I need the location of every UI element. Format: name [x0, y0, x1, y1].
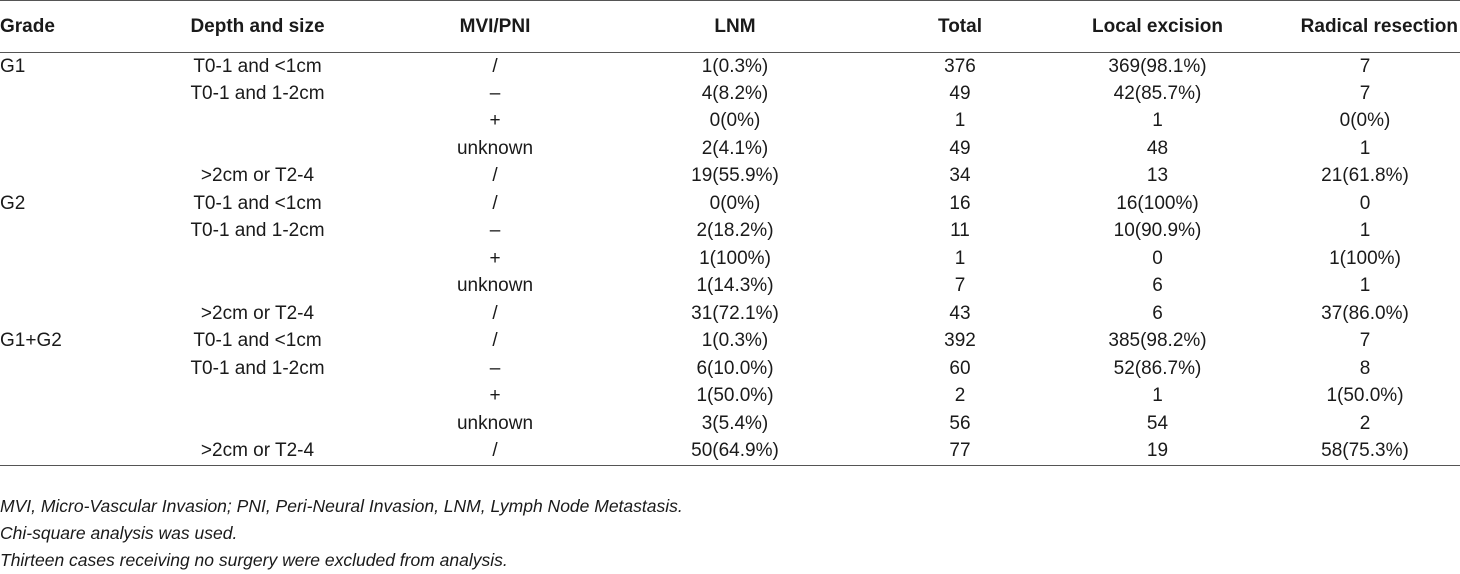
header-grade: Grade: [0, 1, 120, 53]
table-row: [0, 218, 1460, 246]
cell-local-excision: 0: [1152, 247, 1163, 269]
cell-lnm: 0(0%): [709, 192, 761, 214]
cell-radical-resection: 8: [1359, 357, 1371, 379]
cell-total: 2: [954, 385, 966, 407]
cell-total: 60: [949, 357, 971, 379]
cell-lnm: 1(0.3%): [701, 55, 769, 77]
cell-grade: [0, 300, 120, 328]
cell-mvi-pni: +: [489, 110, 501, 132]
table-row: [0, 328, 1460, 356]
table-row: [0, 300, 1460, 328]
cell-total: 392: [944, 330, 976, 352]
cell-grade: [0, 80, 120, 108]
cell-total: 16: [949, 192, 971, 214]
cell-depth-size: [120, 108, 395, 136]
cell-depth-size: [120, 273, 395, 301]
cell-lnm: 0(0%): [709, 110, 761, 132]
header-lnm: LNM: [595, 1, 875, 53]
table-row: [0, 383, 1460, 411]
cell-radical-resection: 1: [1359, 275, 1371, 297]
cell-grade: [0, 108, 120, 136]
header-depth-size: Depth and size: [120, 1, 395, 53]
cell-local-excision: 369(98.1%): [1108, 55, 1207, 77]
cell-total: 43: [949, 302, 971, 324]
cell-lnm: 1(14.3%): [696, 275, 774, 297]
cell-grade: [0, 438, 120, 466]
cell-local-excision: 385(98.2%): [1108, 330, 1207, 352]
cell-radical-resection: 1: [1359, 137, 1371, 159]
cell-grade: [0, 163, 120, 191]
footnote-exclusions: Thirteen cases receiving no surgery were excluded from analysis.: [0, 550, 508, 570]
cell-mvi-pni: –: [489, 357, 501, 379]
table-row: [0, 273, 1460, 301]
cell-mvi-pni: unknown: [456, 412, 534, 434]
cell-depth-size: >2cm or T2-4: [120, 438, 395, 466]
cell-mvi-pni: /: [492, 302, 498, 324]
cell-total: 49: [949, 82, 971, 104]
cell-radical-resection: 58(75.3%): [1270, 438, 1460, 466]
cell-mvi-pni: +: [489, 247, 501, 269]
cell-depth-size: T0-1 and <1cm: [193, 192, 322, 214]
table-row: [0, 410, 1460, 438]
cell-radical-resection: 0: [1359, 192, 1371, 214]
cell-grade: [0, 218, 120, 246]
cell-depth-size: [120, 245, 395, 273]
table-footnotes: [0, 493, 683, 574]
cell-depth-size: >2cm or T2-4: [200, 165, 315, 187]
cell-radical-resection: 7: [1359, 330, 1371, 352]
cell-mvi-pni: /: [492, 165, 498, 187]
cell-grade: G1+G2: [0, 330, 62, 352]
cell-total: 1: [954, 110, 966, 132]
cell-lnm: 2(18.2%): [696, 220, 774, 242]
cell-local-excision: 6: [1152, 275, 1163, 297]
cell-total: 7: [954, 275, 966, 297]
cell-grade: [0, 383, 120, 411]
cell-local-excision: 48: [1146, 137, 1169, 159]
header-row: [0, 1, 1460, 53]
cell-total: 1: [954, 247, 966, 269]
cell-local-excision: 10(90.9%): [1113, 220, 1202, 242]
table-row: [0, 53, 1460, 81]
header-total: Total: [875, 1, 1045, 53]
cell-mvi-pni: /: [395, 438, 595, 466]
cell-mvi-pni: /: [492, 192, 498, 214]
cell-mvi-pni: /: [492, 55, 498, 77]
cell-radical-resection: 1: [1359, 220, 1371, 242]
cell-radical-resection: 7: [1359, 55, 1371, 77]
table-header: [0, 1, 1460, 53]
cell-mvi-pni: unknown: [456, 275, 534, 297]
cell-lnm: 19(55.9%): [691, 165, 779, 187]
cell-lnm: 6(10.0%): [696, 357, 774, 379]
cell-local-excision: 19: [1045, 438, 1270, 466]
table-row: [0, 355, 1460, 383]
cell-grade: [0, 273, 120, 301]
cell-mvi-pni: –: [489, 82, 501, 104]
cell-lnm: 50(64.9%): [595, 438, 875, 466]
cell-grade: G1: [0, 55, 26, 77]
table-row: [0, 438, 1460, 466]
cell-lnm: 3(5.4%): [701, 412, 769, 434]
cell-mvi-pni: unknown: [456, 137, 534, 159]
cell-total: 49: [949, 137, 971, 159]
cell-grade: G2: [0, 192, 26, 214]
cell-grade: [0, 245, 120, 273]
cell-radical-resection: 1(50.0%): [1326, 385, 1404, 407]
cell-local-excision: 13: [1146, 165, 1169, 187]
header-radical-resection: Radical resection: [1270, 1, 1460, 53]
cell-depth-size: T0-1 and 1-2cm: [190, 82, 325, 104]
cell-radical-resection: 1(100%): [1329, 247, 1401, 269]
cell-mvi-pni: –: [489, 220, 501, 242]
cell-lnm: 4(8.2%): [701, 82, 769, 104]
cell-grade: [0, 355, 120, 383]
header-mvi-pni: MVI/PNI: [395, 1, 595, 53]
cell-depth-size: T0-1 and 1-2cm: [190, 220, 325, 242]
cell-local-excision: 1: [1152, 385, 1163, 407]
cell-total: 34: [949, 165, 971, 187]
cell-depth-size: T0-1 and <1cm: [193, 55, 322, 77]
cell-local-excision: 54: [1146, 412, 1169, 434]
cell-lnm: 31(72.1%): [691, 302, 779, 324]
cell-radical-resection: 0(0%): [1339, 110, 1391, 132]
table-row: [0, 80, 1460, 108]
footnote-statistics: Chi-square analysis was used.: [0, 523, 238, 543]
cell-radical-resection: 37(86.0%): [1321, 302, 1409, 324]
cell-lnm: 1(100%): [699, 247, 771, 269]
cell-depth-size: >2cm or T2-4: [200, 302, 315, 324]
cell-radical-resection: 7: [1359, 82, 1371, 104]
cell-radical-resection: 2: [1359, 412, 1371, 434]
cell-local-excision: 6: [1152, 302, 1163, 324]
cell-total: 376: [944, 55, 976, 77]
table-row: [0, 108, 1460, 136]
table-row: [0, 245, 1460, 273]
cell-total: 11: [950, 220, 970, 242]
cell-depth-size: [120, 383, 395, 411]
header-local-excision: Local excision: [1045, 1, 1270, 53]
cell-mvi-pni: +: [489, 385, 501, 407]
cell-grade: [0, 410, 120, 438]
cell-depth-size: T0-1 and 1-2cm: [190, 357, 325, 379]
cell-grade: [0, 135, 120, 163]
cell-lnm: 1(50.0%): [696, 385, 774, 407]
table-row: [0, 135, 1460, 163]
cell-local-excision: 42(85.7%): [1113, 82, 1202, 104]
cell-depth-size: [120, 135, 395, 163]
cell-lnm: 1(0.3%): [701, 330, 769, 352]
cell-depth-size: [120, 410, 395, 438]
cell-local-excision: 52(86.7%): [1113, 357, 1202, 379]
cell-local-excision: 1: [1152, 110, 1163, 132]
cell-depth-size: T0-1 and <1cm: [193, 330, 322, 352]
cell-radical-resection: 21(61.8%): [1321, 165, 1409, 187]
table-body: [0, 53, 1460, 466]
cell-local-excision: 16(100%): [1116, 192, 1199, 214]
footnote-abbreviations: MVI, Micro-Vascular Invasion; PNI, Peri-Neural Invasion, LNM, Lymph Node Metastasis.: [0, 496, 683, 516]
cell-lnm: 2(4.1%): [701, 137, 769, 159]
table-row: [0, 163, 1460, 191]
cell-mvi-pni: /: [492, 330, 498, 352]
cell-total: 77: [875, 438, 1045, 466]
cell-total: 56: [949, 412, 971, 434]
table-row: [0, 190, 1460, 218]
